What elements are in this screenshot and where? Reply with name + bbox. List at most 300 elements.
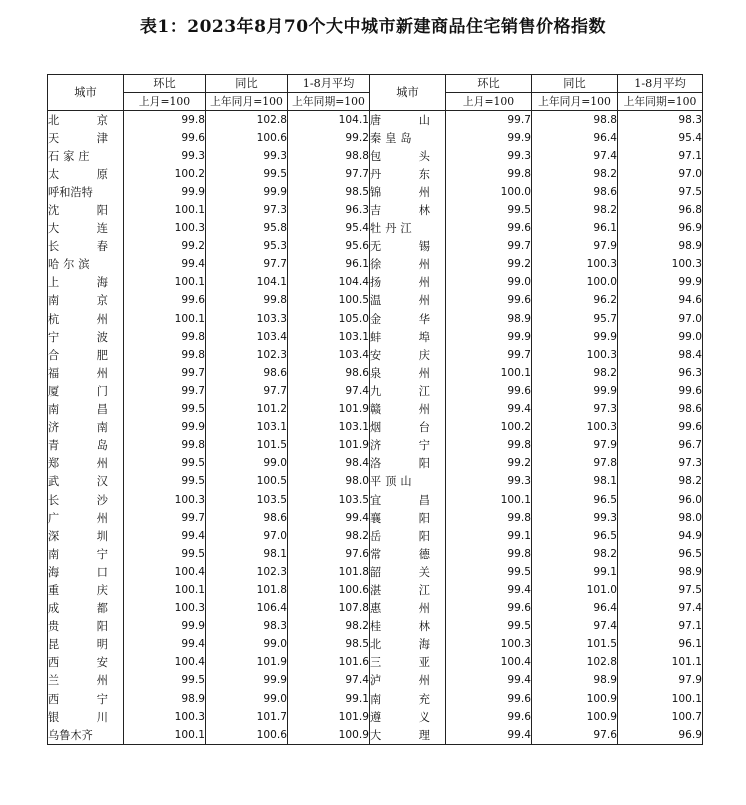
city-name: 襄 阳	[370, 511, 430, 525]
right-avg-cell: 98.9	[618, 238, 703, 256]
yoy-header-right: 同比	[532, 75, 618, 93]
city-name: 南 京	[48, 294, 108, 308]
left-mom-cell: 100.4	[124, 563, 206, 581]
city-name: 扬 州	[370, 276, 430, 290]
left-yoy-cell: 99.0	[206, 690, 288, 708]
table-row	[48, 310, 703, 328]
right-city-cell	[370, 256, 446, 274]
left-yoy-cell: 99.9	[206, 183, 288, 201]
left-mom-cell: 99.3	[124, 147, 206, 165]
right-avg-cell: 98.4	[618, 346, 703, 364]
left-city-cell	[48, 563, 124, 581]
right-avg-cell: 98.0	[618, 509, 703, 527]
right-city-cell	[370, 545, 446, 563]
avg-base-left: 上年同期=100	[288, 93, 370, 111]
table-row	[48, 147, 703, 165]
left-city-cell	[48, 274, 124, 292]
right-mom-cell: 100.3	[446, 636, 532, 654]
right-city-cell	[370, 310, 446, 328]
left-yoy-cell: 101.2	[206, 401, 288, 419]
table-row	[48, 364, 703, 382]
table-row	[48, 690, 703, 708]
city-name: 合 肥	[48, 348, 108, 362]
left-avg-cell: 103.1	[288, 419, 370, 437]
left-yoy-cell: 100.5	[206, 473, 288, 491]
right-avg-cell: 94.9	[618, 527, 703, 545]
left-mom-cell: 99.4	[124, 636, 206, 654]
city-name: 厦 门	[48, 384, 108, 398]
right-yoy-cell: 98.6	[532, 183, 618, 201]
left-yoy-cell: 97.3	[206, 201, 288, 219]
yoy-base-right: 上年同月=100	[532, 93, 618, 111]
right-avg-cell: 97.9	[618, 672, 703, 690]
left-mom-cell: 100.4	[124, 654, 206, 672]
right-city-cell	[370, 726, 446, 745]
right-city-cell	[370, 672, 446, 690]
table-row	[48, 491, 703, 509]
left-mom-cell: 99.8	[124, 346, 206, 364]
left-avg-cell: 103.1	[288, 328, 370, 346]
right-yoy-cell: 100.9	[532, 690, 618, 708]
left-mom-cell: 99.9	[124, 419, 206, 437]
city-name: 太 原	[48, 167, 108, 181]
right-yoy-cell: 97.4	[532, 618, 618, 636]
avg-header-left: 1-8月平均	[288, 75, 370, 93]
left-yoy-cell: 97.7	[206, 382, 288, 400]
right-yoy-cell: 97.4	[532, 147, 618, 165]
right-mom-cell: 99.0	[446, 274, 532, 292]
left-avg-cell: 99.2	[288, 129, 370, 147]
left-mom-cell: 99.6	[124, 292, 206, 310]
right-city-cell	[370, 563, 446, 581]
right-mom-cell: 99.6	[446, 220, 532, 238]
right-mom-cell: 99.3	[446, 473, 532, 491]
mom-base-left: 上月=100	[124, 93, 206, 111]
city-name: 桂 林	[370, 620, 430, 634]
left-yoy-cell: 98.6	[206, 364, 288, 382]
right-mom-cell: 99.5	[446, 563, 532, 581]
city-name: 南 宁	[48, 547, 108, 561]
city-name: 常 德	[370, 547, 430, 561]
left-city-cell	[48, 165, 124, 183]
right-yoy-cell: 100.0	[532, 274, 618, 292]
left-mom-cell: 98.9	[124, 690, 206, 708]
left-city-cell	[48, 600, 124, 618]
right-city-cell	[370, 165, 446, 183]
city-name: 兰 州	[48, 674, 108, 688]
left-yoy-cell: 99.3	[206, 147, 288, 165]
left-city-cell	[48, 147, 124, 165]
city-header-right: 城市	[370, 75, 446, 111]
right-city-cell	[370, 527, 446, 545]
left-avg-cell: 97.6	[288, 545, 370, 563]
avg-header-right: 1-8月平均	[618, 75, 703, 93]
right-mom-cell: 98.9	[446, 310, 532, 328]
city-name: 杭 州	[48, 312, 108, 326]
table-row	[48, 220, 703, 238]
city-name: 泉 州	[370, 366, 430, 380]
table-row	[48, 328, 703, 346]
right-city-cell	[370, 382, 446, 400]
right-avg-cell: 97.1	[618, 618, 703, 636]
left-avg-cell: 97.7	[288, 165, 370, 183]
table-row	[48, 672, 703, 690]
city-name: 石家庄	[48, 149, 94, 163]
left-city-cell	[48, 238, 124, 256]
right-avg-cell: 96.3	[618, 364, 703, 382]
left-avg-cell: 107.8	[288, 600, 370, 618]
right-mom-cell: 99.6	[446, 292, 532, 310]
table-row	[48, 455, 703, 473]
left-avg-cell: 103.4	[288, 346, 370, 364]
city-name: 长 沙	[48, 493, 108, 507]
right-city-cell	[370, 238, 446, 256]
left-yoy-cell: 101.7	[206, 708, 288, 726]
right-yoy-cell: 99.9	[532, 328, 618, 346]
left-city-cell	[48, 672, 124, 690]
left-yoy-cell: 103.3	[206, 310, 288, 328]
city-name: 惠 州	[370, 602, 430, 616]
city-name: 呼和浩特	[48, 185, 93, 199]
right-yoy-cell: 96.5	[532, 527, 618, 545]
right-mom-cell: 99.1	[446, 527, 532, 545]
left-yoy-cell: 101.8	[206, 581, 288, 599]
left-city-cell	[48, 636, 124, 654]
left-yoy-cell: 95.3	[206, 238, 288, 256]
right-mom-cell: 100.0	[446, 183, 532, 201]
city-name: 泸 州	[370, 674, 430, 688]
left-city-cell	[48, 581, 124, 599]
right-mom-cell: 99.6	[446, 708, 532, 726]
right-mom-cell: 99.5	[446, 618, 532, 636]
city-name: 乌鲁木齐	[48, 728, 93, 742]
city-name: 锦 州	[370, 185, 430, 199]
right-mom-cell: 99.9	[446, 129, 532, 147]
right-mom-cell: 99.8	[446, 509, 532, 527]
right-mom-cell: 100.1	[446, 364, 532, 382]
left-mom-cell: 99.4	[124, 527, 206, 545]
right-yoy-cell: 96.2	[532, 292, 618, 310]
table-row	[48, 726, 703, 745]
left-yoy-cell: 106.4	[206, 600, 288, 618]
city-name: 宁 波	[48, 330, 108, 344]
left-avg-cell: 104.1	[288, 111, 370, 130]
table-row	[48, 401, 703, 419]
right-mom-cell: 99.8	[446, 545, 532, 563]
city-name: 贵 阳	[48, 620, 108, 634]
right-city-cell	[370, 455, 446, 473]
city-name: 牡丹江	[370, 222, 416, 236]
left-mom-cell: 100.1	[124, 726, 206, 745]
right-city-cell	[370, 183, 446, 201]
left-avg-cell: 100.5	[288, 292, 370, 310]
yoy-base-left: 上年同月=100	[206, 93, 288, 111]
left-city-cell	[48, 364, 124, 382]
right-yoy-cell: 101.5	[532, 636, 618, 654]
table-row	[48, 636, 703, 654]
right-avg-cell: 100.7	[618, 708, 703, 726]
right-yoy-cell: 98.2	[532, 201, 618, 219]
table-row	[48, 563, 703, 581]
right-mom-cell: 99.6	[446, 382, 532, 400]
right-avg-cell: 97.1	[618, 147, 703, 165]
right-mom-cell: 99.4	[446, 726, 532, 745]
city-name: 济 宁	[370, 439, 430, 453]
city-name: 遵 义	[370, 710, 430, 724]
right-avg-cell: 99.0	[618, 328, 703, 346]
left-city-cell	[48, 690, 124, 708]
city-name: 岳 阳	[370, 529, 430, 543]
left-avg-cell: 101.8	[288, 563, 370, 581]
left-yoy-cell: 98.6	[206, 509, 288, 527]
city-name: 北 京	[48, 113, 108, 127]
right-yoy-cell: 96.5	[532, 491, 618, 509]
left-city-cell	[48, 183, 124, 201]
right-yoy-cell: 98.2	[532, 545, 618, 563]
left-avg-cell: 101.9	[288, 437, 370, 455]
left-city-cell	[48, 346, 124, 364]
left-city-cell	[48, 509, 124, 527]
left-city-cell	[48, 708, 124, 726]
right-mom-cell: 99.8	[446, 165, 532, 183]
left-yoy-cell: 99.0	[206, 636, 288, 654]
left-city-cell	[48, 455, 124, 473]
left-yoy-cell: 103.1	[206, 419, 288, 437]
right-city-cell	[370, 346, 446, 364]
right-avg-cell: 98.9	[618, 563, 703, 581]
right-yoy-cell: 102.8	[532, 654, 618, 672]
left-avg-cell: 98.0	[288, 473, 370, 491]
city-header-left: 城市	[48, 75, 124, 111]
city-name: 郑 州	[48, 457, 108, 471]
yoy-header-left: 同比	[206, 75, 288, 93]
left-avg-cell: 98.4	[288, 455, 370, 473]
left-city-cell	[48, 545, 124, 563]
table-row	[48, 437, 703, 455]
left-yoy-cell: 97.0	[206, 527, 288, 545]
mom-header-right: 环比	[446, 75, 532, 93]
city-name: 丹 东	[370, 167, 430, 181]
right-city-cell	[370, 690, 446, 708]
left-city-cell	[48, 654, 124, 672]
left-city-cell	[48, 527, 124, 545]
table-row	[48, 527, 703, 545]
right-avg-cell: 96.9	[618, 726, 703, 745]
right-avg-cell: 99.6	[618, 419, 703, 437]
city-name: 沈 阳	[48, 204, 108, 218]
city-name: 无 锡	[370, 240, 430, 254]
left-mom-cell: 99.9	[124, 618, 206, 636]
right-city-cell	[370, 618, 446, 636]
right-yoy-cell: 97.8	[532, 455, 618, 473]
left-mom-cell: 100.3	[124, 600, 206, 618]
left-city-cell	[48, 292, 124, 310]
table-row	[48, 346, 703, 364]
city-name: 大 理	[370, 728, 430, 742]
left-avg-cell: 98.6	[288, 364, 370, 382]
left-city-cell	[48, 256, 124, 274]
city-name: 蚌 埠	[370, 330, 430, 344]
left-city-cell	[48, 310, 124, 328]
right-avg-cell: 100.3	[618, 256, 703, 274]
right-mom-cell: 99.8	[446, 437, 532, 455]
table-row	[48, 545, 703, 563]
left-mom-cell: 100.1	[124, 201, 206, 219]
city-name: 重 庆	[48, 583, 108, 597]
city-name: 宜 昌	[370, 493, 430, 507]
table-row	[48, 419, 703, 437]
right-yoy-cell: 96.4	[532, 600, 618, 618]
city-name: 南 昌	[48, 403, 108, 417]
table-row	[48, 473, 703, 491]
right-mom-cell: 99.7	[446, 111, 532, 130]
left-avg-cell: 98.8	[288, 147, 370, 165]
left-yoy-cell: 104.1	[206, 274, 288, 292]
right-yoy-cell: 100.3	[532, 256, 618, 274]
city-name: 哈尔滨	[48, 258, 94, 272]
left-yoy-cell: 99.0	[206, 455, 288, 473]
city-name: 湛 江	[370, 583, 430, 597]
left-city-cell	[48, 111, 124, 130]
city-name: 济 南	[48, 421, 108, 435]
left-city-cell	[48, 328, 124, 346]
left-yoy-cell: 101.5	[206, 437, 288, 455]
left-mom-cell: 99.8	[124, 328, 206, 346]
left-avg-cell: 99.1	[288, 690, 370, 708]
left-yoy-cell: 95.8	[206, 220, 288, 238]
right-city-cell	[370, 401, 446, 419]
left-city-cell	[48, 401, 124, 419]
left-avg-cell: 100.9	[288, 726, 370, 745]
right-yoy-cell: 95.7	[532, 310, 618, 328]
right-avg-cell: 97.4	[618, 600, 703, 618]
right-mom-cell: 100.2	[446, 419, 532, 437]
left-city-cell	[48, 419, 124, 437]
left-avg-cell: 97.4	[288, 382, 370, 400]
left-mom-cell: 100.3	[124, 220, 206, 238]
left-avg-cell: 105.0	[288, 310, 370, 328]
left-mom-cell: 99.7	[124, 509, 206, 527]
right-mom-cell: 100.4	[446, 654, 532, 672]
city-name: 上 海	[48, 276, 108, 290]
left-avg-cell: 99.4	[288, 509, 370, 527]
table-row	[48, 382, 703, 400]
left-mom-cell: 99.6	[124, 129, 206, 147]
right-city-cell	[370, 654, 446, 672]
right-yoy-cell: 98.9	[532, 672, 618, 690]
left-avg-cell: 103.5	[288, 491, 370, 509]
left-avg-cell: 96.3	[288, 201, 370, 219]
left-avg-cell: 100.6	[288, 581, 370, 599]
right-avg-cell: 97.5	[618, 581, 703, 599]
right-mom-cell: 99.4	[446, 401, 532, 419]
table-row	[48, 238, 703, 256]
left-mom-cell: 99.5	[124, 455, 206, 473]
city-name: 韶 关	[370, 565, 430, 579]
city-name: 包 头	[370, 149, 430, 163]
city-name: 银 川	[48, 710, 108, 724]
city-name: 西 安	[48, 656, 108, 670]
left-mom-cell: 100.3	[124, 491, 206, 509]
left-mom-cell: 99.9	[124, 183, 206, 201]
left-avg-cell: 98.2	[288, 527, 370, 545]
left-yoy-cell: 100.6	[206, 726, 288, 745]
city-name: 广 州	[48, 511, 108, 525]
city-name: 大 连	[48, 222, 108, 236]
right-yoy-cell: 96.1	[532, 220, 618, 238]
left-city-cell	[48, 437, 124, 455]
city-name: 唐 山	[370, 113, 430, 127]
right-avg-cell: 97.0	[618, 165, 703, 183]
city-name: 洛 阳	[370, 457, 430, 471]
left-mom-cell: 99.5	[124, 545, 206, 563]
right-yoy-cell: 98.2	[532, 364, 618, 382]
table-row	[48, 165, 703, 183]
left-avg-cell: 96.1	[288, 256, 370, 274]
left-yoy-cell: 102.3	[206, 563, 288, 581]
right-city-cell	[370, 509, 446, 527]
city-name: 三 亚	[370, 656, 430, 670]
mom-base-right: 上月=100	[446, 93, 532, 111]
left-mom-cell: 100.3	[124, 708, 206, 726]
left-mom-cell: 100.1	[124, 310, 206, 328]
city-name: 成 都	[48, 602, 108, 616]
right-city-cell	[370, 364, 446, 382]
right-avg-cell: 96.0	[618, 491, 703, 509]
left-mom-cell: 100.1	[124, 581, 206, 599]
left-avg-cell: 98.5	[288, 183, 370, 201]
right-mom-cell: 99.9	[446, 328, 532, 346]
right-avg-cell: 97.5	[618, 183, 703, 201]
right-city-cell	[370, 292, 446, 310]
right-city-cell	[370, 147, 446, 165]
left-city-cell	[48, 473, 124, 491]
left-mom-cell: 99.5	[124, 401, 206, 419]
right-avg-cell: 95.4	[618, 129, 703, 147]
price-index-table	[47, 74, 703, 745]
right-avg-cell: 98.6	[618, 401, 703, 419]
right-yoy-cell: 99.1	[532, 563, 618, 581]
left-mom-cell: 99.7	[124, 382, 206, 400]
table-row	[48, 201, 703, 219]
right-city-cell	[370, 328, 446, 346]
right-avg-cell: 98.3	[618, 111, 703, 130]
right-mom-cell: 99.7	[446, 346, 532, 364]
left-mom-cell: 99.8	[124, 111, 206, 130]
right-mom-cell: 100.1	[446, 491, 532, 509]
right-avg-cell: 99.6	[618, 382, 703, 400]
right-city-cell	[370, 491, 446, 509]
right-mom-cell: 99.4	[446, 672, 532, 690]
left-city-cell	[48, 220, 124, 238]
left-avg-cell: 98.5	[288, 636, 370, 654]
right-yoy-cell: 97.3	[532, 401, 618, 419]
city-name: 西 宁	[48, 692, 108, 706]
city-name: 徐 州	[370, 258, 430, 272]
table-row	[48, 654, 703, 672]
city-name: 福 州	[48, 366, 108, 380]
right-mom-cell: 99.6	[446, 690, 532, 708]
left-yoy-cell: 103.5	[206, 491, 288, 509]
left-yoy-cell: 98.3	[206, 618, 288, 636]
right-avg-cell: 97.3	[618, 455, 703, 473]
left-yoy-cell: 102.3	[206, 346, 288, 364]
left-mom-cell: 99.2	[124, 238, 206, 256]
city-name: 烟 台	[370, 421, 430, 435]
left-avg-cell: 101.9	[288, 401, 370, 419]
city-name: 长 春	[48, 240, 108, 254]
right-yoy-cell: 99.3	[532, 509, 618, 527]
